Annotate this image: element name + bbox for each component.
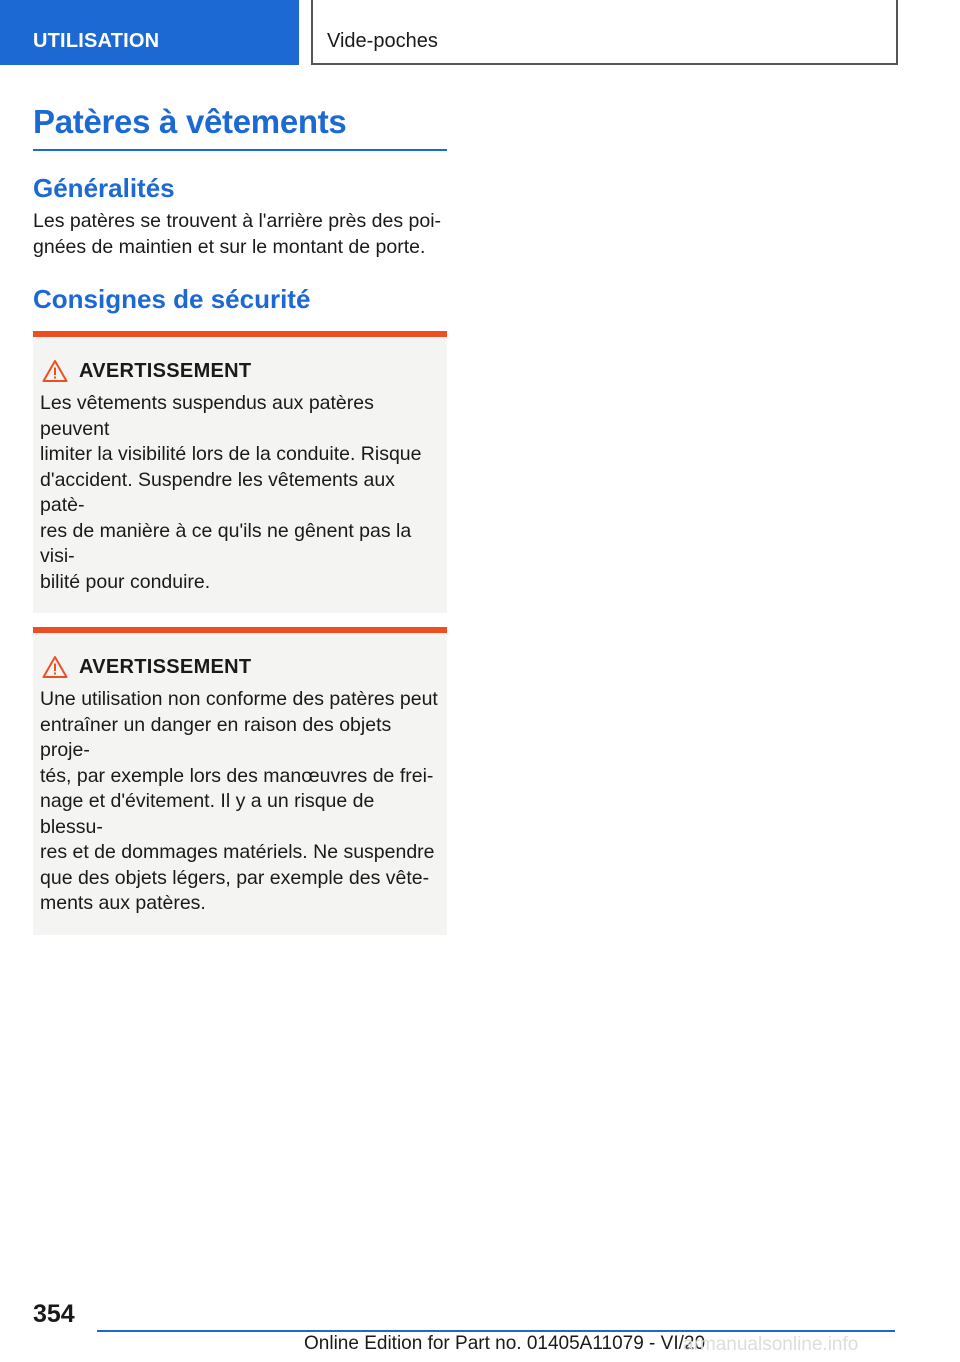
warning-line: Une utilisation non conforme des patères peut <box>40 688 438 710</box>
safety-heading: Consignes de sécurité <box>33 284 311 314</box>
warning-box <box>33 331 447 613</box>
warning-text <box>40 687 439 917</box>
warning-box <box>33 627 447 935</box>
chapter-label: UTILISATION <box>33 30 160 52</box>
warning-line: d'accident. Suspendre les vêtements aux patè- <box>40 468 395 516</box>
warning-triangle-icon <box>42 359 68 383</box>
footer-watermark: armanualsonline.info <box>683 1334 859 1355</box>
main-content <box>33 100 447 935</box>
warning-title: AVERTISSEMENT <box>79 655 252 678</box>
page-title: Patères à vêtements <box>33 100 447 151</box>
warning-line: res et de dommages matériels. Ne suspendre <box>40 841 435 863</box>
footer-divider <box>97 1330 895 1332</box>
warning-title: AVERTISSEMENT <box>79 359 252 382</box>
warning-line: que des objets légers, par exemple des vête- <box>40 866 430 889</box>
warning-line: entraîner un danger en raison des objets proje- <box>40 713 392 761</box>
warning-line: nage et d'évitement. Il y a un risque de blessu- <box>40 790 375 838</box>
section-header <box>311 0 898 65</box>
warning-line: tés, par exemple lors des manœuvres de frei- <box>40 764 434 787</box>
warning-line: bilité pour conduire. <box>40 570 211 593</box>
section-label: Vide-poches <box>327 30 438 52</box>
general-text <box>33 209 447 260</box>
chapter-tab <box>0 0 299 65</box>
warning-header <box>40 653 439 681</box>
warning-line: Les vêtements suspendus aux patères peuvent <box>40 392 374 440</box>
footer-edition: Online Edition for Part no. 01405A11079 - VI/20 <box>304 1333 706 1354</box>
general-line: Les patères se trouvent à l'arrière près des poi- <box>33 210 442 232</box>
page-number: 354 <box>33 1300 75 1328</box>
warning-line: res de manière à ce qu'ils ne gênent pas la visi- <box>40 519 412 567</box>
warning-triangle-icon <box>42 655 68 679</box>
general-heading: Généralités <box>33 173 175 203</box>
general-line: gnées de maintien et sur le montant de porte. <box>33 235 426 258</box>
warning-line: ments aux patères. <box>40 892 206 914</box>
warning-line: limiter la visibilité lors de la conduite. Risque <box>40 443 422 465</box>
warning-text <box>40 391 439 595</box>
warning-header <box>40 357 439 385</box>
